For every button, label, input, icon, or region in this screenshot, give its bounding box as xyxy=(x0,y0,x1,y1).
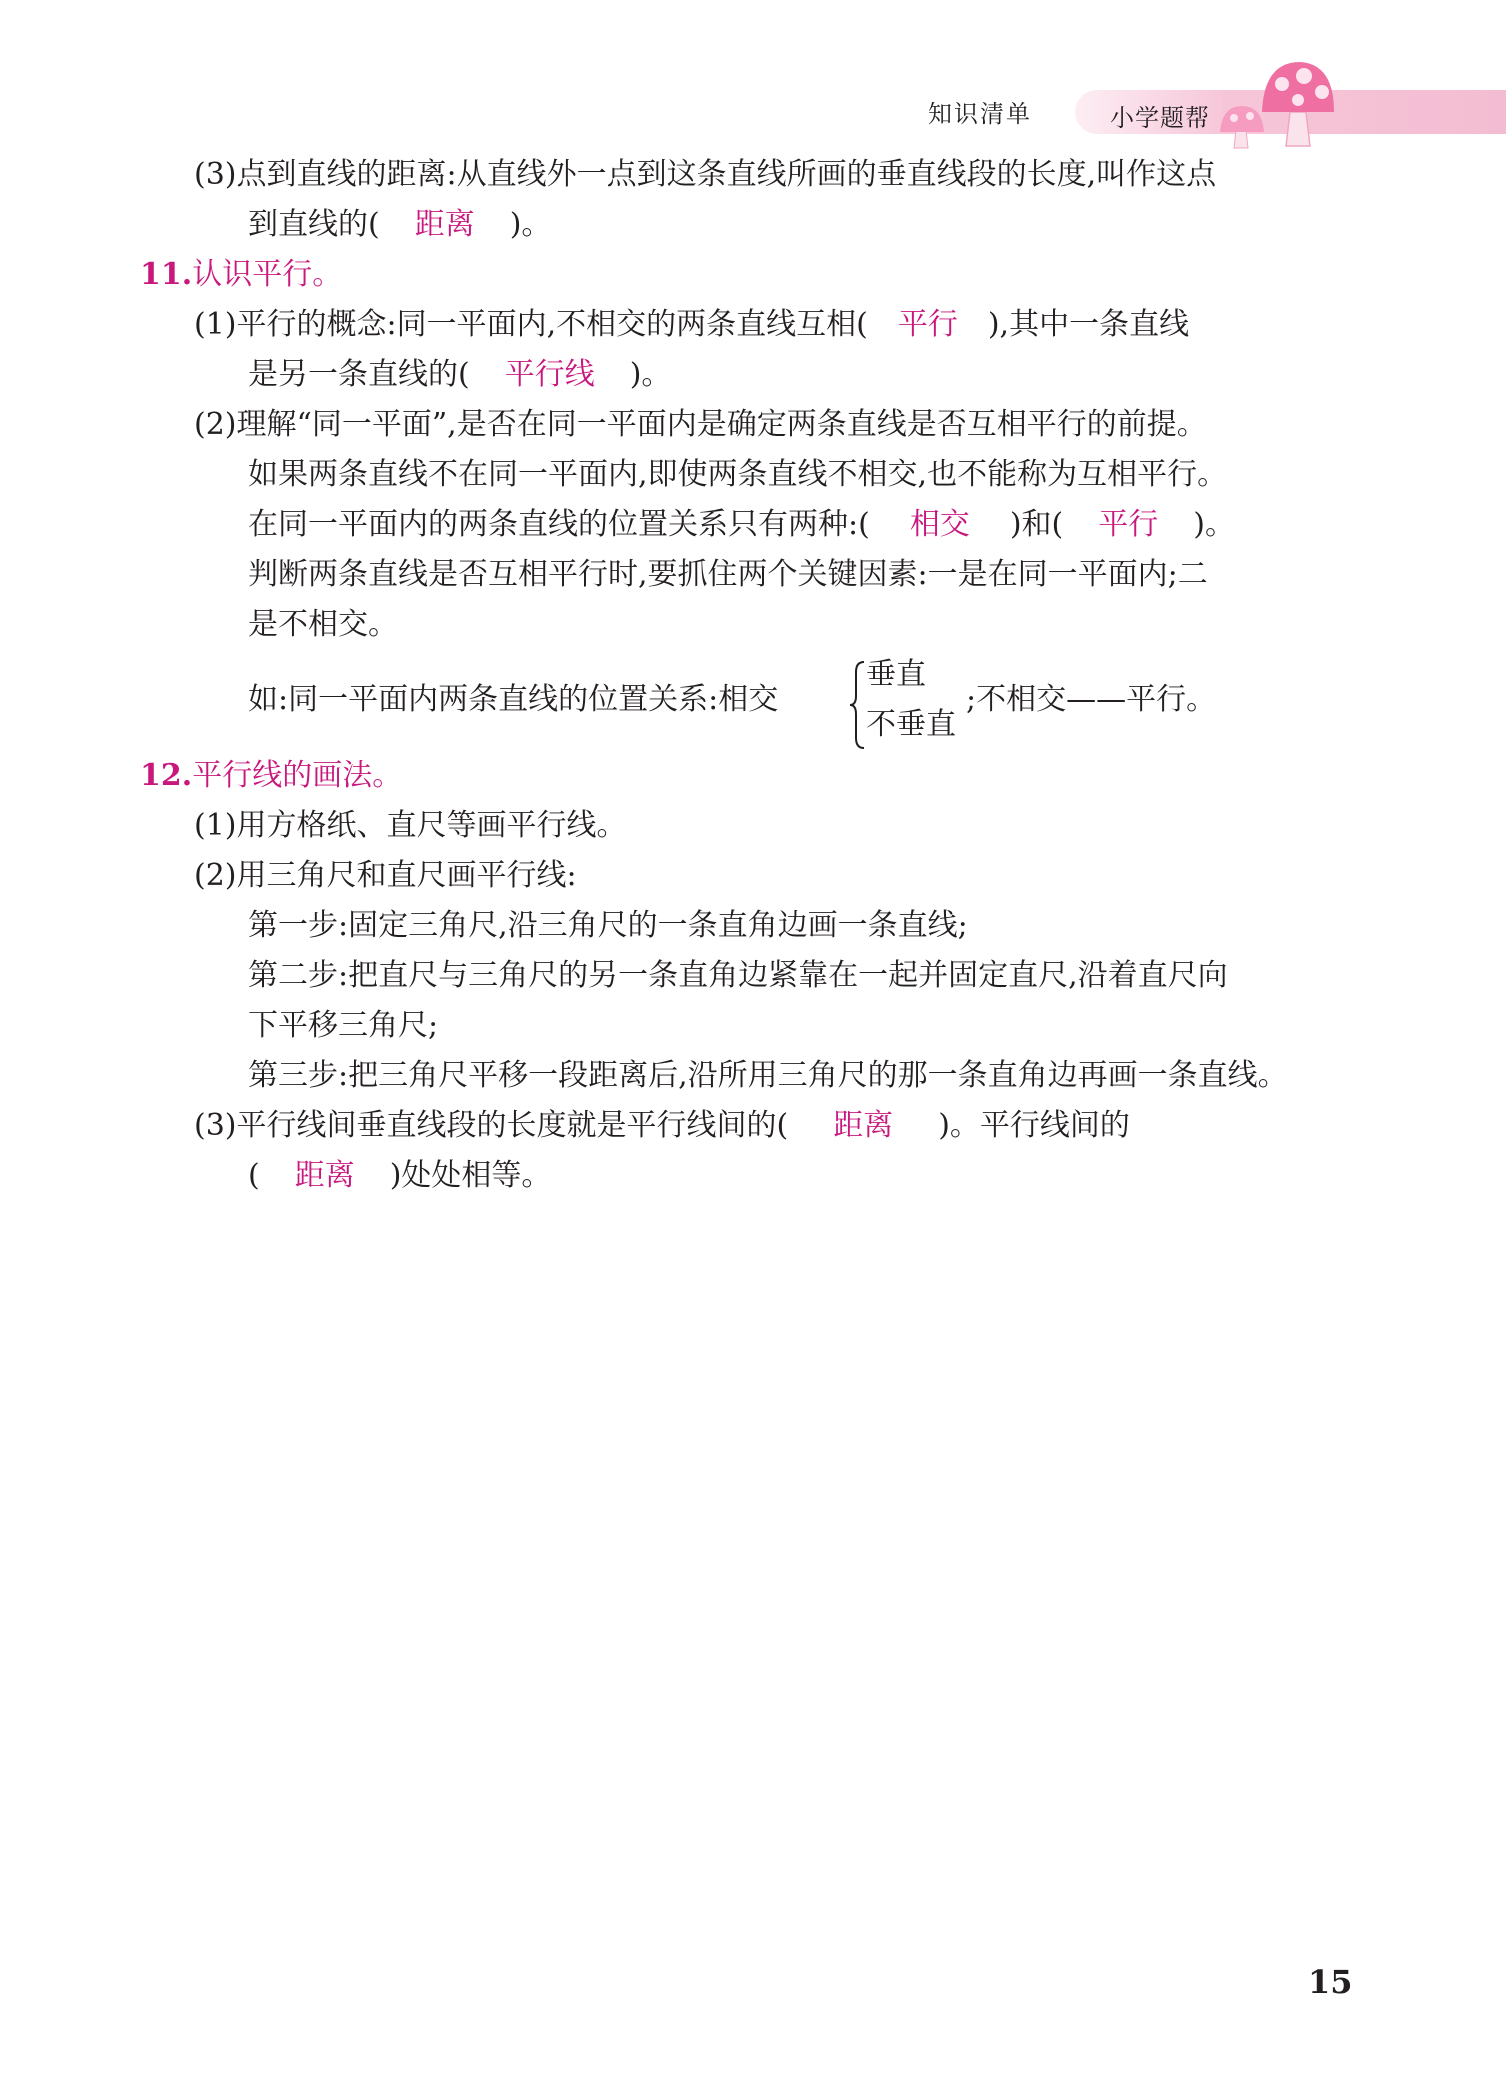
section-number: 11. xyxy=(140,257,193,292)
text-fragment: 到直线的( xyxy=(248,207,380,242)
answer-parallel: 平行 xyxy=(897,307,958,342)
s12-p2: (2)用三角尺和直尺画平行线: xyxy=(194,858,577,893)
page-number: 15 xyxy=(1308,1963,1353,2001)
s11-p1-line1 xyxy=(194,305,1189,345)
s12-p3-line1 xyxy=(194,1106,1130,1146)
example-option-perpendicular: 垂直 xyxy=(866,657,926,692)
s12-step2-line2: 下平移三角尺; xyxy=(248,1008,439,1043)
text-fragment: )。 xyxy=(629,357,672,392)
s11-p1-line2 xyxy=(248,355,671,395)
section-title: 认识平行。 xyxy=(192,257,343,292)
section-11-heading xyxy=(140,255,342,295)
s11-p2-line3 xyxy=(248,505,1235,545)
mushroom-icon xyxy=(1218,54,1338,150)
text-fragment: )。平行线间的 xyxy=(938,1108,1130,1143)
s11-p2-line1: (2)理解“同一平面”,是否在同一平面内是确定两条直线是否互相平行的前提。 xyxy=(194,407,1207,442)
brace-icon xyxy=(848,660,868,750)
s11-p2-line2: 如果两条直线不在同一平面内,即使两条直线不相交,也不能称为互相平行。 xyxy=(248,457,1228,492)
answer-intersect: 相交 xyxy=(909,507,970,542)
answer-distance: 距离 xyxy=(414,207,475,242)
answer-distance-2: 距离 xyxy=(833,1108,894,1143)
text-fragment: )。 xyxy=(1193,507,1235,542)
header-brand: 小学题帮 xyxy=(1110,104,1210,132)
example-option-not-perpendicular: 不垂直 xyxy=(866,707,956,742)
s12-step2-line1: 第二步:把直尺与三角尺的另一条直角边紧靠在一起并固定直尺,沿着直尺向 xyxy=(248,958,1228,993)
q10-3-line1: (3)点到直线的距离:从直线外一点到这条直线所画的垂直线段的长度,叫作这点 xyxy=(194,157,1217,192)
text-fragment: ),其中一条直线 xyxy=(987,307,1190,342)
header-section-title: 知识清单 xyxy=(928,100,1032,128)
text-fragment: ( xyxy=(248,1158,260,1193)
section-number: 12. xyxy=(140,758,193,793)
s11-p2-line4: 判断两条直线是否互相平行时,要抓住两个关键因素:一是在同一平面内;二 xyxy=(248,557,1208,592)
s11-p2-line5: 是不相交。 xyxy=(248,607,398,642)
answer-parallel-2: 平行 xyxy=(1098,507,1159,542)
text-fragment: (3)平行线间垂直线段的长度就是平行线间的( xyxy=(194,1108,789,1143)
s11-example-pre: 如:同一平面内两条直线的位置关系:相交 xyxy=(248,682,779,717)
text-fragment: )处处相等。 xyxy=(389,1158,552,1193)
text-fragment: )和( xyxy=(1009,507,1064,542)
q10-3-line2 xyxy=(248,205,551,245)
s12-step1: 第一步:固定三角尺,沿三角尺的一条直角边画一条直线; xyxy=(248,908,968,943)
s12-p3-line2 xyxy=(248,1156,551,1196)
s12-step3: 第三步:把三角尺平移一段距离后,沿所用三角尺的那一条直角边再画一条直线。 xyxy=(248,1058,1288,1093)
text-fragment: 是另一条直线的( xyxy=(248,357,470,392)
s12-p1: (1)用方格纸、直尺等画平行线。 xyxy=(194,808,627,843)
answer-parallel-line: 平行线 xyxy=(504,357,595,392)
section-12-heading xyxy=(140,756,402,796)
text-fragment: 在同一平面内的两条直线的位置关系只有两种:( xyxy=(248,507,870,542)
text-fragment: (1)平行的概念:同一平面内,不相交的两条直线互相( xyxy=(194,307,868,342)
text-fragment: )。 xyxy=(509,207,552,242)
answer-distance-3: 距离 xyxy=(294,1158,355,1193)
section-title: 平行线的画法。 xyxy=(192,758,403,793)
s11-example-post: ;不相交——平行。 xyxy=(966,682,1217,717)
